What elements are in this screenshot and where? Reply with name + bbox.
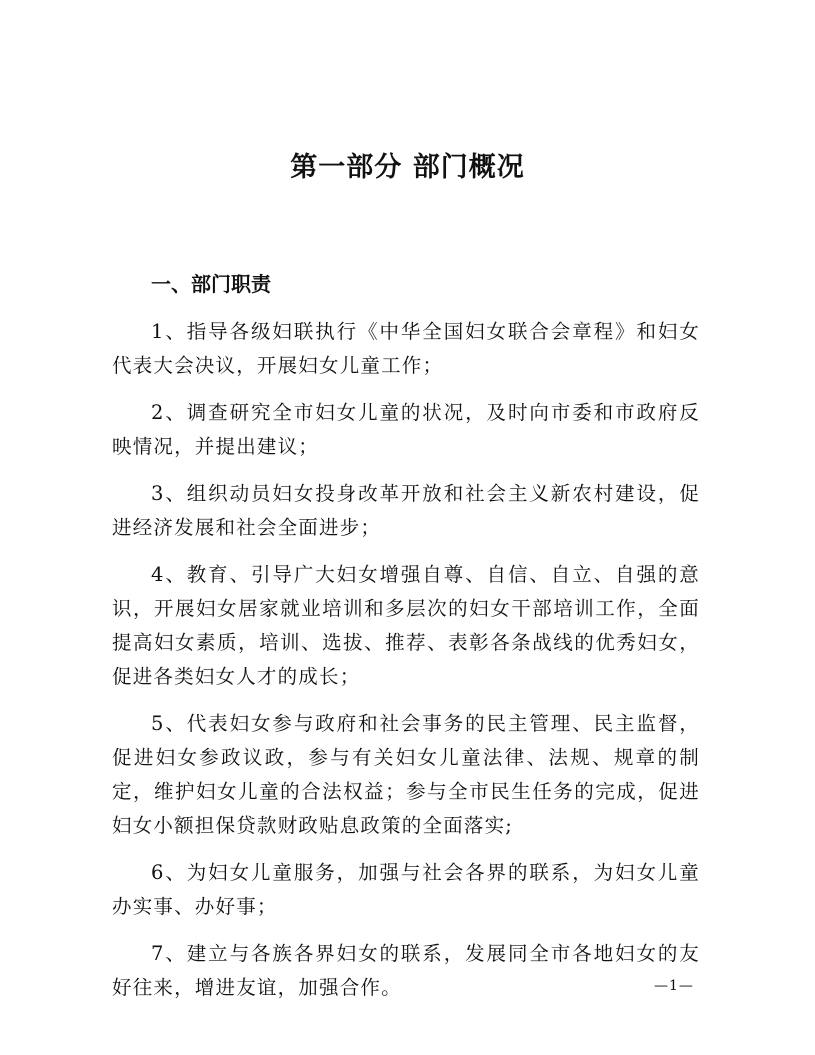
duty-item-5: 5、代表妇女参与政府和社会事务的民主管理、民主监督，促进妇女参政议政，参与有关妇女儿童法律、法规、规章的制定，维护妇女儿童的合法权益；参与全市民生任务的完成，促进妇女小额担保贷款财政贴息政策的全面落实; xyxy=(112,712,700,837)
duty-item-2: 2、调查研究全市妇女儿童的状况，及时向市委和市政府反映情况，并提出建议； xyxy=(112,401,700,458)
duty-item-1: 1、指导各级妇联执行《中华全国妇女联合会章程》和妇女代表大会决议，开展妇女儿童工作； xyxy=(112,320,700,377)
section-heading: 一、部门职责 xyxy=(151,272,271,296)
duty-list xyxy=(112,315,700,1018)
page-title: 第一部分 部门概况 xyxy=(290,152,525,183)
duty-item-4: 4、教育、引导广大妇女增强自尊、自信、自立、自强的意识，开展妇女居家就业培训和多层次的妇女干部培训工作，全面提高妇女素质，培训、选拔、推荐、表彰各条战线的优秀妇女，促进各类妇女人才的成长； xyxy=(112,563,700,688)
duty-item-3: 3、组织动员妇女投身改革开放和社会主义新农村建设，促进经济发展和社会全面进步； xyxy=(112,482,700,539)
duty-item-6: 6、为妇女儿童服务，加强与社会各界的联系，为妇女儿童办实事、办好事； xyxy=(112,861,700,918)
page-number: —1— xyxy=(654,978,694,994)
duty-item-7: 7、建立与各族各界妇女的联系，发展同全市各地妇女的友好往来，增进友谊，加强合作。 xyxy=(112,942,700,999)
